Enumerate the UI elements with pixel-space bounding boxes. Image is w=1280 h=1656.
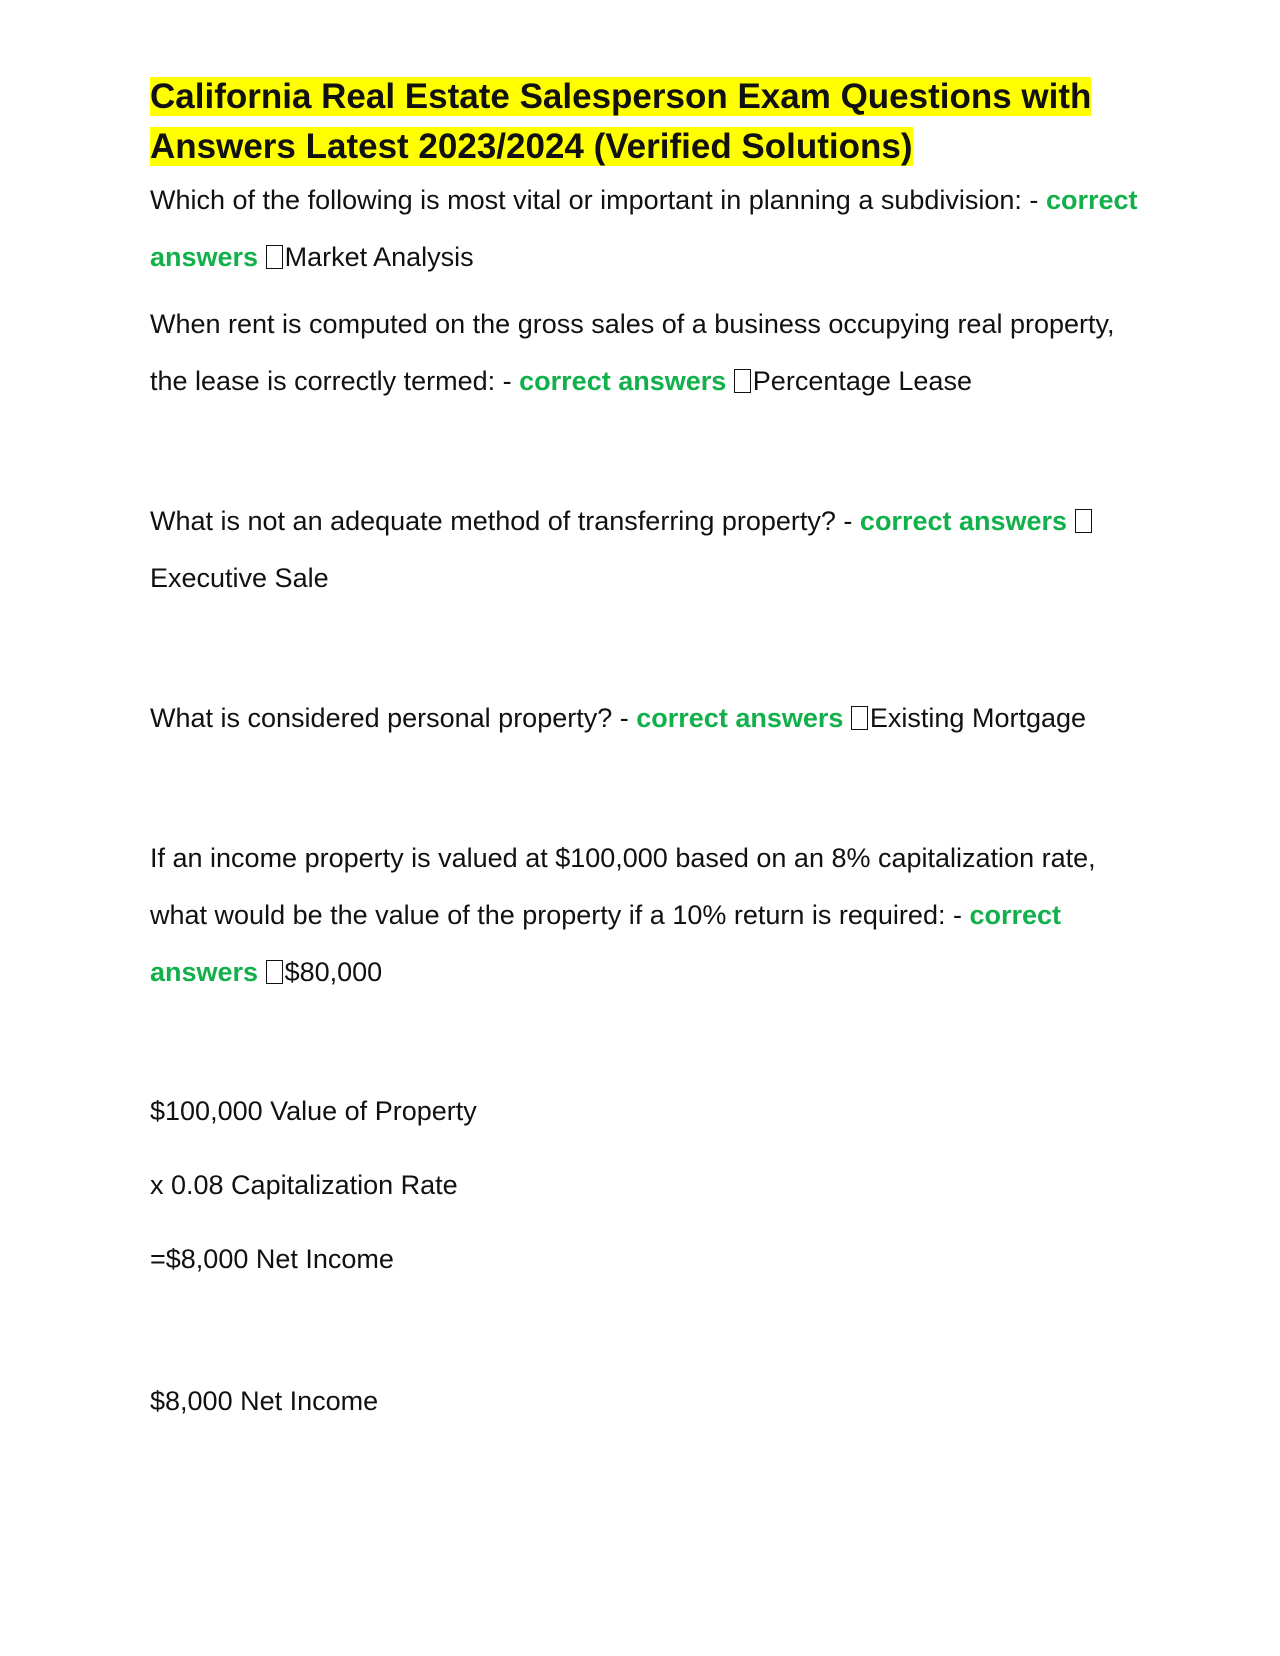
correct-answers-label: correct answers [636, 703, 844, 733]
checkbox-glyph-icon [1075, 509, 1092, 533]
correct-answers-label: correct answers [150, 185, 1138, 272]
question-text: When rent is computed on the gross sales of a business occupying real property, the lease is correctly termed: - [150, 309, 1115, 396]
qa-item [150, 830, 1150, 1001]
calc-line: =$8,000 Net Income [150, 1244, 394, 1274]
question-text: What is not an adequate method of transferring property? - [150, 506, 853, 536]
answer-text: Percentage Lease [752, 366, 972, 396]
calc-line: $8,000 Net Income [150, 1386, 379, 1416]
calc-line: $100,000 Value of Property [150, 1096, 477, 1126]
qa-item [150, 296, 1150, 410]
correct-answers-label: correct answers [150, 900, 1062, 987]
checkbox-glyph-icon [734, 369, 751, 393]
question-text: What is considered personal property? - [150, 703, 629, 733]
document-title: California Real Estate Salesperson Exam Questions with Answers Latest 2023/2024 (Verified Solutions) [150, 77, 1092, 166]
question-text: If an income property is valued at $100,000 based on an 8% capitalization rate, what would be the value of the property if a 10% return is required: - [150, 843, 1096, 930]
qa-item [150, 172, 1150, 286]
calc-line: x 0.08 Capitalization Rate [150, 1170, 458, 1200]
checkbox-glyph-icon [851, 706, 868, 730]
checkbox-glyph-icon [266, 245, 283, 269]
answer-text: $80,000 [284, 957, 383, 987]
correct-answers-label: correct answers [519, 366, 727, 396]
question-text: Which of the following is most vital or important in planning a subdivision: - [150, 185, 1039, 215]
correct-answers-label: correct answers [859, 506, 1068, 536]
qa-item [150, 493, 1150, 607]
answer-text: Existing Mortgage [869, 703, 1087, 733]
checkbox-glyph-icon [266, 960, 283, 984]
document-content [150, 72, 1150, 1421]
qa-item [150, 690, 1150, 747]
answer-text: Market Analysis [284, 242, 474, 272]
answer-text: Executive Sale [150, 563, 329, 593]
